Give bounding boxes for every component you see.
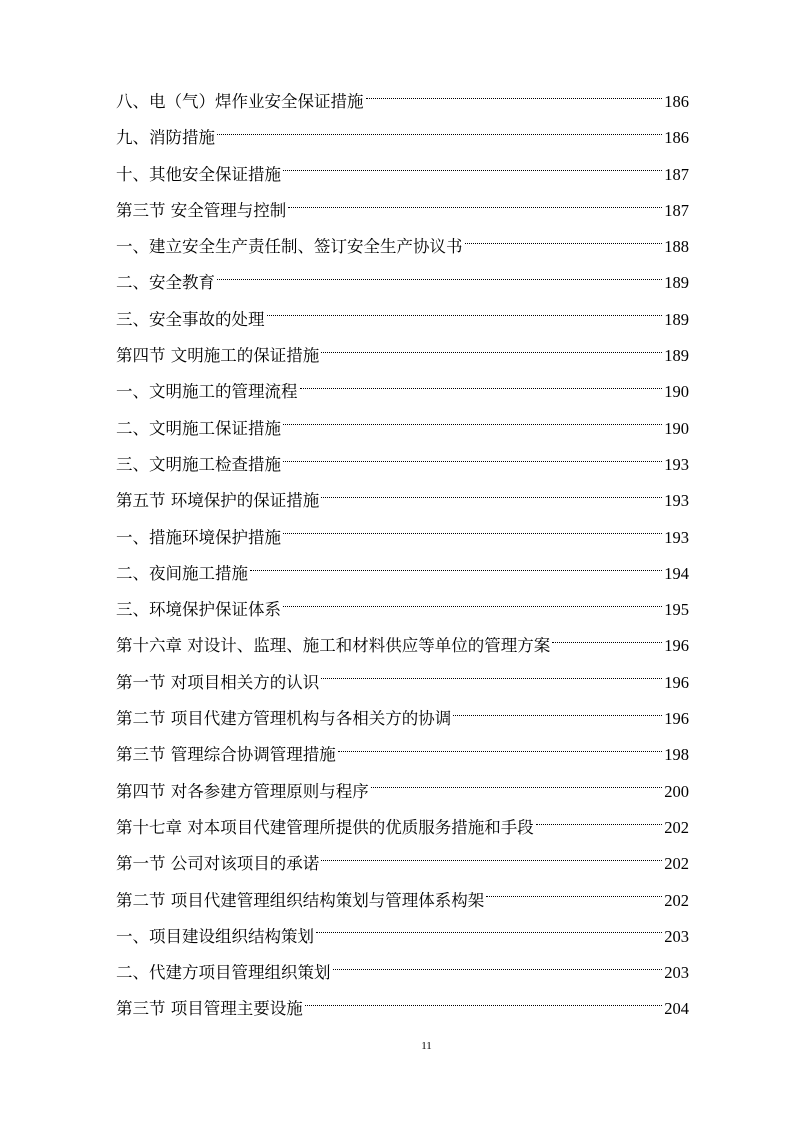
toc-entry[interactable] bbox=[116, 774, 689, 810]
toc-entry-page: 194 bbox=[664, 563, 689, 583]
toc-leader-dots bbox=[552, 642, 662, 643]
toc-entry-title: 第一节 对项目相关方的认识 bbox=[116, 672, 320, 692]
toc-entry-title: 第四节 文明施工的保证措施 bbox=[116, 346, 320, 366]
toc-leader-dots bbox=[283, 606, 662, 607]
toc-entry-page: 203 bbox=[664, 963, 689, 983]
toc-entry[interactable] bbox=[116, 810, 689, 846]
toc-entry[interactable] bbox=[116, 120, 689, 156]
toc-entry-title: 三、文明施工检查措施 bbox=[116, 454, 281, 474]
toc-leader-dots bbox=[305, 1005, 663, 1006]
toc-leader-dots bbox=[321, 497, 662, 498]
toc-entry-title: 三、环境保护保证体系 bbox=[116, 600, 281, 620]
toc-entry-page: 195 bbox=[664, 600, 689, 620]
toc-entry[interactable] bbox=[116, 846, 689, 882]
toc-entry[interactable] bbox=[116, 302, 689, 338]
toc-entry-title: 一、建立安全生产责任制、签订安全生产协议书 bbox=[116, 237, 463, 257]
toc-entry[interactable] bbox=[116, 338, 689, 374]
toc-leader-dots bbox=[288, 207, 662, 208]
toc-entry-title: 第二节 项目代建管理组织结构策划与管理体系构架 bbox=[116, 890, 485, 910]
toc-entry-title: 二、代建方项目管理组织策划 bbox=[116, 963, 331, 983]
toc-entry-title: 二、安全教育 bbox=[116, 273, 215, 293]
toc-leader-dots bbox=[321, 678, 662, 679]
toc-entry-page: 202 bbox=[664, 890, 689, 910]
toc-entry-page: 196 bbox=[664, 672, 689, 692]
toc-leader-dots bbox=[321, 860, 662, 861]
toc-entry-title: 第十六章 对设计、监理、施工和材料供应等单位的管理方案 bbox=[116, 636, 551, 656]
toc-entry-title: 八、电（气）焊作业安全保证措施 bbox=[116, 92, 364, 111]
toc-entry-page: 189 bbox=[664, 273, 689, 293]
toc-entry[interactable] bbox=[116, 628, 689, 664]
toc-entry-title: 第三节 管理综合协调管理措施 bbox=[116, 745, 336, 765]
toc-entry-page: 203 bbox=[664, 926, 689, 946]
toc-entry-title: 第一节 公司对该项目的承诺 bbox=[116, 854, 320, 874]
toc-entry[interactable] bbox=[116, 556, 689, 592]
toc-entry[interactable] bbox=[116, 193, 689, 229]
toc-entry-title: 十、其他安全保证措施 bbox=[116, 164, 281, 184]
toc-leader-dots bbox=[465, 243, 663, 244]
toc-entry-title: 一、措施环境保护措施 bbox=[116, 527, 281, 547]
toc-entry-page: 189 bbox=[664, 346, 689, 366]
toc-entry-title: 一、项目建设组织结构策划 bbox=[116, 926, 314, 946]
toc-leader-dots bbox=[267, 315, 663, 316]
toc-entry-page: 190 bbox=[664, 382, 689, 402]
toc-entry-page: 196 bbox=[664, 709, 689, 729]
toc-leader-dots bbox=[333, 969, 663, 970]
toc-leader-dots bbox=[366, 98, 663, 99]
toc-entry[interactable] bbox=[116, 229, 689, 265]
toc-entry[interactable] bbox=[116, 447, 689, 483]
toc-leader-dots bbox=[283, 533, 662, 534]
toc-entry-page: 193 bbox=[664, 491, 689, 511]
page-number: 11 bbox=[421, 1040, 432, 1052]
toc-entry-title: 第三节 安全管理与控制 bbox=[116, 200, 287, 220]
toc-leader-dots bbox=[321, 352, 662, 353]
toc-entry[interactable] bbox=[116, 592, 689, 628]
toc-entry-page: 204 bbox=[664, 999, 689, 1019]
toc-entry-page: 186 bbox=[664, 128, 689, 148]
toc-entry-title: 第二节 项目代建方管理机构与各相关方的协调 bbox=[116, 709, 452, 729]
toc-entry-page: 198 bbox=[664, 745, 689, 765]
toc-entry-title: 九、消防措施 bbox=[116, 128, 215, 148]
toc-entry-title: 一、文明施工的管理流程 bbox=[116, 382, 298, 402]
toc-entry[interactable] bbox=[116, 520, 689, 556]
toc-entry-title: 第四节 对各参建方管理原则与程序 bbox=[116, 781, 369, 801]
toc-entry-page: 187 bbox=[664, 200, 689, 220]
toc-entry[interactable] bbox=[116, 737, 689, 773]
toc-entry[interactable] bbox=[116, 411, 689, 447]
table-of-contents bbox=[116, 84, 689, 1028]
toc-entry-page: 190 bbox=[664, 418, 689, 438]
toc-leader-dots bbox=[283, 461, 662, 462]
toc-leader-dots bbox=[536, 824, 663, 825]
toc-entry-title: 第五节 环境保护的保证措施 bbox=[116, 491, 320, 511]
toc-leader-dots bbox=[217, 279, 662, 280]
toc-leader-dots bbox=[316, 932, 662, 933]
toc-entry-page: 189 bbox=[664, 309, 689, 329]
toc-entry[interactable] bbox=[116, 883, 689, 919]
toc-entry[interactable] bbox=[116, 265, 689, 301]
toc-entry-title: 二、文明施工保证措施 bbox=[116, 418, 281, 438]
toc-entry[interactable] bbox=[116, 157, 689, 193]
toc-entry-page: 188 bbox=[664, 237, 689, 257]
toc-entry[interactable] bbox=[116, 919, 689, 955]
toc-entry-title: 三、安全事故的处理 bbox=[116, 309, 265, 329]
toc-entry[interactable] bbox=[116, 84, 689, 120]
toc-leader-dots bbox=[300, 388, 663, 389]
toc-entry-page: 187 bbox=[664, 164, 689, 184]
toc-entry[interactable] bbox=[116, 955, 689, 991]
toc-entry-page: 202 bbox=[664, 854, 689, 874]
toc-entry-page: 196 bbox=[664, 636, 689, 656]
toc-entry[interactable] bbox=[116, 665, 689, 701]
toc-entry-title: 第十七章 对本项目代建管理所提供的优质服务措施和手段 bbox=[116, 817, 534, 837]
toc-entry-page: 200 bbox=[664, 781, 689, 801]
toc-leader-dots bbox=[217, 134, 662, 135]
toc-leader-dots bbox=[371, 787, 663, 788]
toc-entry-page: 193 bbox=[664, 454, 689, 474]
toc-leader-dots bbox=[283, 424, 662, 425]
toc-leader-dots bbox=[283, 170, 662, 171]
toc-entry-title: 二、夜间施工措施 bbox=[116, 563, 248, 583]
toc-leader-dots bbox=[453, 715, 662, 716]
toc-entry[interactable] bbox=[116, 701, 689, 737]
toc-entry[interactable] bbox=[116, 483, 689, 519]
toc-entry-page: 193 bbox=[664, 527, 689, 547]
toc-leader-dots bbox=[338, 751, 663, 752]
toc-entry[interactable] bbox=[116, 991, 689, 1027]
toc-leader-dots bbox=[250, 570, 662, 571]
toc-entry[interactable] bbox=[116, 374, 689, 410]
toc-leader-dots bbox=[486, 896, 662, 897]
toc-entry-page: 202 bbox=[664, 817, 689, 837]
toc-entry-title: 第三节 项目管理主要设施 bbox=[116, 999, 303, 1019]
toc-entry-page: 186 bbox=[664, 92, 689, 111]
